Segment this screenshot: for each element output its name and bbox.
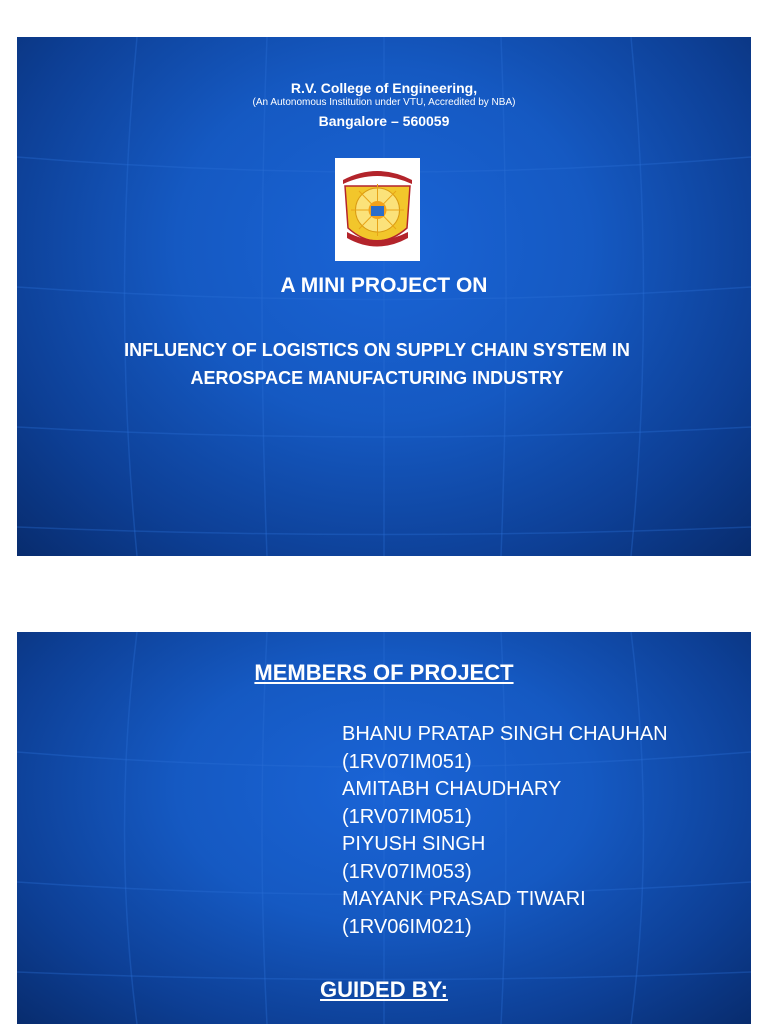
member-id: (1RV06IM021)	[342, 915, 472, 938]
member-name: AMITABH CHAUDHARY	[342, 778, 562, 800]
project-heading: A MINI PROJECT ON	[280, 274, 488, 297]
title-slide	[17, 37, 751, 556]
college-logo	[335, 158, 420, 261]
college-name: R.V. College of Engineering,	[290, 80, 478, 96]
members-list	[342, 721, 668, 941]
member-id: (1RV07IM053)	[342, 860, 472, 883]
member-id: (1RV07IM051)	[342, 805, 472, 828]
guided-by-heading: GUIDED BY:	[320, 977, 448, 1002]
member-name: MAYANK PRASAD TIWARI	[342, 888, 586, 910]
college-city: Bangalore – 560059	[318, 113, 450, 129]
members-slide	[17, 632, 751, 1024]
member-name: BHANU PRATAP SINGH CHAUHAN	[342, 723, 668, 745]
members-heading: MEMBERS OF PROJECT	[254, 660, 514, 685]
project-title: INFLUENCY OF LOGISTICS ON SUPPLY CHAIN SYSTEM IN AEROSPACE MANUFACTURING INDUSTRY	[124, 340, 630, 388]
college-emblem-icon	[335, 158, 420, 261]
college-affiliation: (An Autonomous Institution under VTU, Accredited by NBA)	[252, 97, 516, 108]
member-id: (1RV07IM051)	[342, 750, 472, 773]
member-name: PIYUSH SINGH	[342, 833, 486, 855]
